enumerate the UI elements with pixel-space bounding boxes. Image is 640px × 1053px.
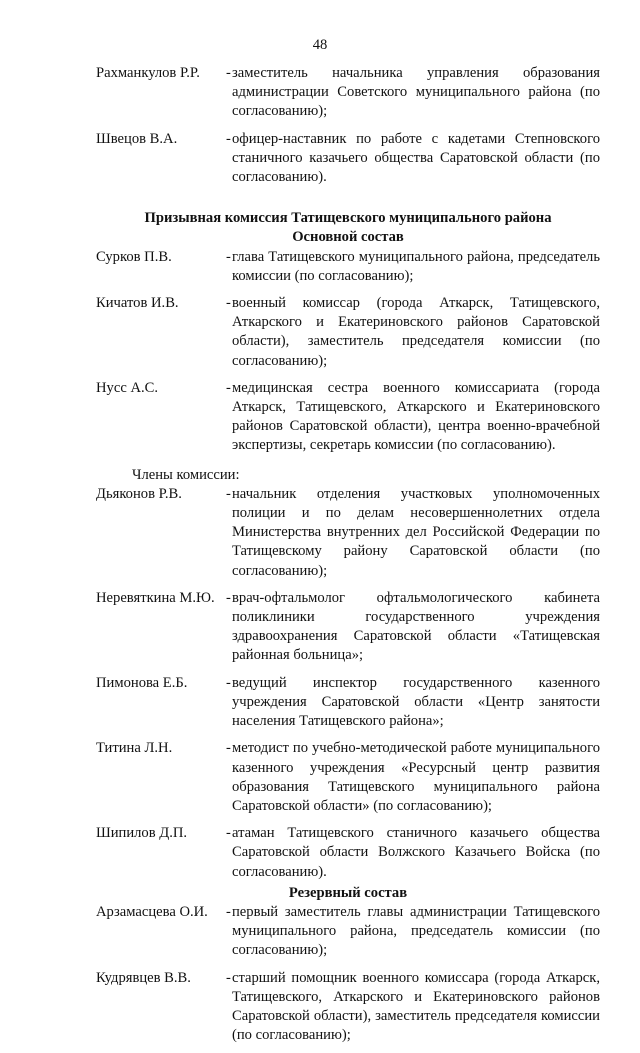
person-name: Сурков П.В. xyxy=(96,248,172,265)
list-item xyxy=(96,64,600,122)
reserve-composition-heading: Резервный состав xyxy=(288,884,408,901)
person-position: атаман Татищевского станичного казачьего общества Саратовской области Волжского Казачьего Войска (по согласованию). xyxy=(232,825,600,880)
person-position: начальник отделения участковых уполномоченных полиции и по делам несовершеннолетних отдела Министерства внутренних дел Российской Федерации по Татищевскому району Саратовской области (по согласованию); xyxy=(232,485,600,579)
dash: - xyxy=(226,65,231,81)
person-name: Шипилов Д.П. xyxy=(96,825,188,842)
person-position: ведущий инспектор государственного казенного учреждения Саратовской области «Центр занятости населения Татищевского района»; xyxy=(232,674,600,730)
person-name: Кичатов И.В. xyxy=(96,295,179,312)
list-item xyxy=(96,485,600,581)
person-name: Неревяткина М.Ю. xyxy=(96,589,215,606)
person-position: врач-офтальмолог офтальмологического кабинета поликлиники государственного учреждения здравоохранения Саратовской области «Татищевская районная больница»; xyxy=(232,589,600,664)
dash: - xyxy=(226,295,231,312)
person-name: Кудрявцев В.В. xyxy=(96,969,191,986)
list-item xyxy=(96,379,600,456)
members-heading: Члены комиссии: xyxy=(132,466,240,483)
dash: - xyxy=(226,248,231,265)
main-composition-heading: Основной состав xyxy=(292,229,404,246)
person-position: глава Татищевского муниципального района, председатель комиссии (по согласованию); xyxy=(232,248,600,284)
dash: - xyxy=(226,130,231,147)
list-item xyxy=(96,248,600,286)
person-position: первый заместитель главы администрации Татищевского муниципального района, председатель комиссии (по согласованию); xyxy=(232,903,600,959)
person-position: заместитель начальника управления образования администрации Советского муниципального района (по согласованию); xyxy=(232,65,600,120)
list-item xyxy=(96,130,600,188)
person-name: Рахманкулов Р.Р. xyxy=(96,65,200,81)
commission-title: Призывная комиссия Татищевского муниципального района xyxy=(144,210,552,227)
person-name: Арзамасцева О.И. xyxy=(96,903,208,920)
dash: - xyxy=(226,674,231,691)
list-item xyxy=(96,824,600,882)
person-name: Швецов В.А. xyxy=(96,130,178,147)
dash: - xyxy=(226,485,231,502)
list-item xyxy=(96,739,600,816)
person-name: Титина Л.Н. xyxy=(96,740,173,757)
person-name: Дьяконов Р.В. xyxy=(96,485,182,502)
person-position: старший помощник военного комиссара (города Аткарск, Татищевского, Аткарского и Екатериновского районов Саратовской области), заместитель председателя комиссии (по согласованию); xyxy=(232,969,600,1044)
list-item xyxy=(96,903,600,961)
list-item xyxy=(96,589,600,666)
person-position: офицер-наставник по работе с кадетами Степновского станичного казачьего общества Саратовской области (по согласованию). xyxy=(232,130,600,186)
dash: - xyxy=(226,903,231,920)
spacer xyxy=(96,195,600,209)
person-name: Пимонова Е.Б. xyxy=(96,674,188,691)
person-position: военный комиссар (города Аткарск, Татищевского, Аткарского и Екатериновского районов Саратовской области), заместитель председателя комиссии (по согласованию); xyxy=(232,295,600,369)
list-item xyxy=(96,674,600,732)
page-number: 48 xyxy=(312,37,328,53)
dash: - xyxy=(226,589,231,606)
person-name: Нусс А.С. xyxy=(96,379,159,396)
dash: - xyxy=(226,379,231,396)
person-position: методист по учебно-методической работе муниципального казенного учреждения «Ресурсный центр развития образования Татищевского муниципального района Саратовской области» (по согласованию); xyxy=(232,740,600,814)
list-item xyxy=(96,969,600,1046)
list-item xyxy=(96,294,600,371)
dash: - xyxy=(226,969,231,986)
dash: - xyxy=(226,825,231,842)
dash: - xyxy=(226,740,231,757)
person-position: медицинская сестра военного комиссариата (города Аткарск, Татищевского, Аткарского и Екатериновского районов Саратовской области), центра военно-врачебной экспертизы, секретарь комиссии (по согласованию). xyxy=(232,379,600,454)
